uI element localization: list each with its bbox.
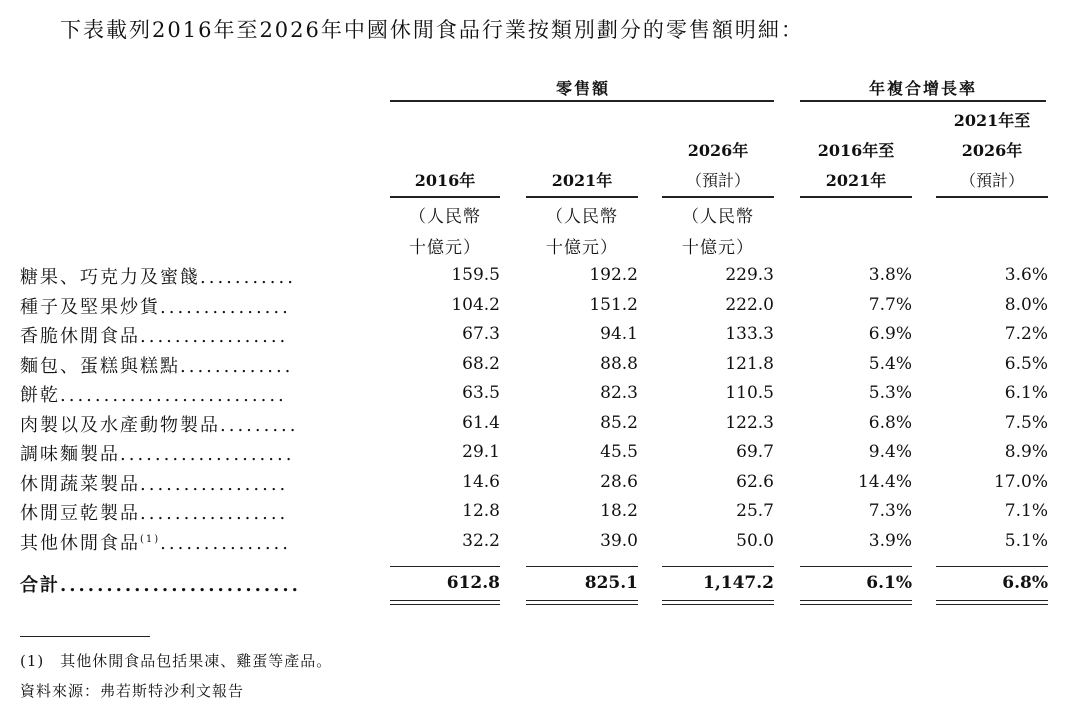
cell-2021: 18.2 (600, 501, 638, 521)
cell-cagr2: 5.1% (1004, 530, 1048, 551)
cell-2016: 67.3 (462, 324, 500, 344)
cell-2026: 62.6 (736, 471, 774, 492)
double-rule-cagr2 (936, 600, 1048, 605)
total-cagr1: 6.1% (866, 573, 912, 593)
group-rule-retail (390, 100, 774, 102)
row-label: 休閒豆乾製品................. (20, 503, 289, 524)
cell-2016: 29.1 (462, 442, 500, 462)
footnote-rule (20, 636, 150, 637)
row-label: 餅乾.......................... (20, 385, 287, 406)
cell-2016: 63.5 (462, 383, 500, 403)
total-rule-cagr2 (936, 566, 1048, 567)
col-header-2026: 2026年 （預計） (685, 141, 750, 190)
col-rule-cagr1 (800, 196, 912, 198)
cell-2021: 45.5 (600, 442, 638, 462)
col-header-cagr-2021-2026: 2021年至 2026年 （預計） (953, 111, 1031, 190)
cell-cagr2: 17.0% (993, 471, 1048, 492)
footnote-marker: (1) (140, 533, 161, 545)
group-header-cagr: 年複合增長率 (868, 79, 977, 98)
cell-2021: 151.2 (589, 294, 638, 315)
cell-2021: 88.8 (600, 353, 638, 374)
cell-2026: 25.7 (736, 501, 774, 521)
group-rule-cagr (800, 100, 1046, 102)
cell-cagr1: 6.9% (868, 324, 912, 344)
cell-cagr2: 6.5% (1004, 353, 1048, 374)
col-header-2021: 2021年 (551, 171, 613, 190)
cell-2016: 159.5 (451, 265, 500, 285)
cell-cagr2: 6.1% (1004, 383, 1048, 403)
intro-text: 下表載列2016年至2026年中國休閒食品行業按類別劃分的零售額明細： (60, 18, 804, 42)
cell-cagr2: 8.9% (1004, 442, 1048, 462)
cell-2021: 39.0 (600, 530, 638, 551)
footnote: (1) 其他休閒食品包括果凍、雞蛋等產品。 (20, 652, 333, 670)
double-rule-cagr1 (800, 600, 912, 605)
row-label: 調味麵製品.................... (20, 444, 295, 465)
cell-cagr2: 7.1% (1004, 501, 1048, 521)
col-rule-2026 (662, 196, 774, 198)
double-rule-2021 (526, 600, 638, 605)
row-label: 其他休閒食品$^{(1)}$............... (20, 532, 291, 554)
cell-cagr2: 8.0% (1004, 294, 1048, 315)
source-note: 資料來源：弗若斯特沙利文報告 (20, 682, 245, 700)
cell-cagr2: 3.6% (1004, 265, 1048, 285)
double-rule-2026 (662, 600, 774, 605)
cell-2021: 28.6 (600, 471, 638, 492)
row-label: 麵包、蛋糕與糕點............. (20, 355, 294, 377)
cell-cagr1: 3.8% (868, 265, 912, 285)
total-2021: 825.1 (584, 573, 638, 593)
cell-2021: 192.2 (589, 265, 638, 285)
cell-cagr1: 7.7% (868, 294, 912, 315)
cell-cagr1: 5.3% (868, 383, 912, 403)
total-rule-2021 (526, 566, 638, 567)
unit-2016: （人民幣 十億元） (409, 207, 481, 258)
total-label: 合計.......................... (20, 575, 301, 596)
cell-cagr1: 6.8% (868, 412, 912, 433)
total-rule-2016 (390, 566, 500, 567)
total-cagr2: 6.8% (1002, 573, 1048, 593)
cell-2016: 14.6 (462, 471, 500, 492)
cell-2026: 121.8 (725, 353, 774, 374)
cell-2026: 133.3 (725, 324, 774, 344)
cell-2016: 12.8 (462, 501, 500, 521)
cell-2021: 85.2 (600, 412, 638, 433)
group-header-retail: 零售額 (555, 79, 610, 98)
col-header-2016: 2016年 (414, 171, 476, 190)
cell-2026: 122.3 (725, 412, 774, 433)
cell-cagr1: 9.4% (868, 442, 912, 462)
cell-2026: 229.3 (725, 265, 774, 285)
cell-2016: 32.2 (462, 530, 500, 551)
cell-cagr2: 7.2% (1004, 324, 1048, 344)
double-rule-2016 (390, 600, 500, 605)
cell-2016: 104.2 (451, 294, 500, 315)
cell-cagr1: 14.4% (857, 471, 912, 492)
cell-2016: 61.4 (462, 412, 500, 433)
unit-2026: （人民幣 十億元） (682, 207, 754, 258)
col-header-cagr-2016-2021: 2016年至 2021年 (817, 141, 895, 190)
cell-2026: 69.7 (736, 442, 774, 462)
cell-2016: 68.2 (462, 353, 500, 374)
cell-2021: 94.1 (600, 324, 638, 344)
total-rule-2026 (662, 566, 774, 567)
cell-cagr2: 7.5% (1004, 412, 1048, 433)
col-rule-cagr2 (936, 196, 1048, 198)
cell-cagr1: 3.9% (868, 530, 912, 551)
total-rule-cagr1 (800, 566, 912, 567)
cell-2026: 110.5 (725, 383, 774, 403)
col-rule-2016 (390, 196, 500, 198)
row-label: 肉製以及水產動物製品......... (20, 414, 299, 436)
row-label: 香脆休閒食品................. (20, 326, 289, 347)
col-rule-2021 (526, 196, 638, 198)
cell-2021: 82.3 (600, 383, 638, 403)
cell-cagr1: 7.3% (868, 501, 912, 521)
row-label: 種子及堅果炒貨............... (20, 296, 291, 318)
row-label: 糖果、巧克力及蜜餞........... (20, 267, 296, 288)
row-label: 休閒蔬菜製品................. (20, 473, 289, 495)
unit-2021: （人民幣 十億元） (546, 207, 618, 258)
cell-2026: 50.0 (736, 530, 774, 551)
cell-2026: 222.0 (725, 294, 774, 315)
total-2026: 1,147.2 (703, 573, 774, 593)
total-2016: 612.8 (446, 573, 500, 593)
cell-cagr1: 5.4% (868, 353, 912, 374)
